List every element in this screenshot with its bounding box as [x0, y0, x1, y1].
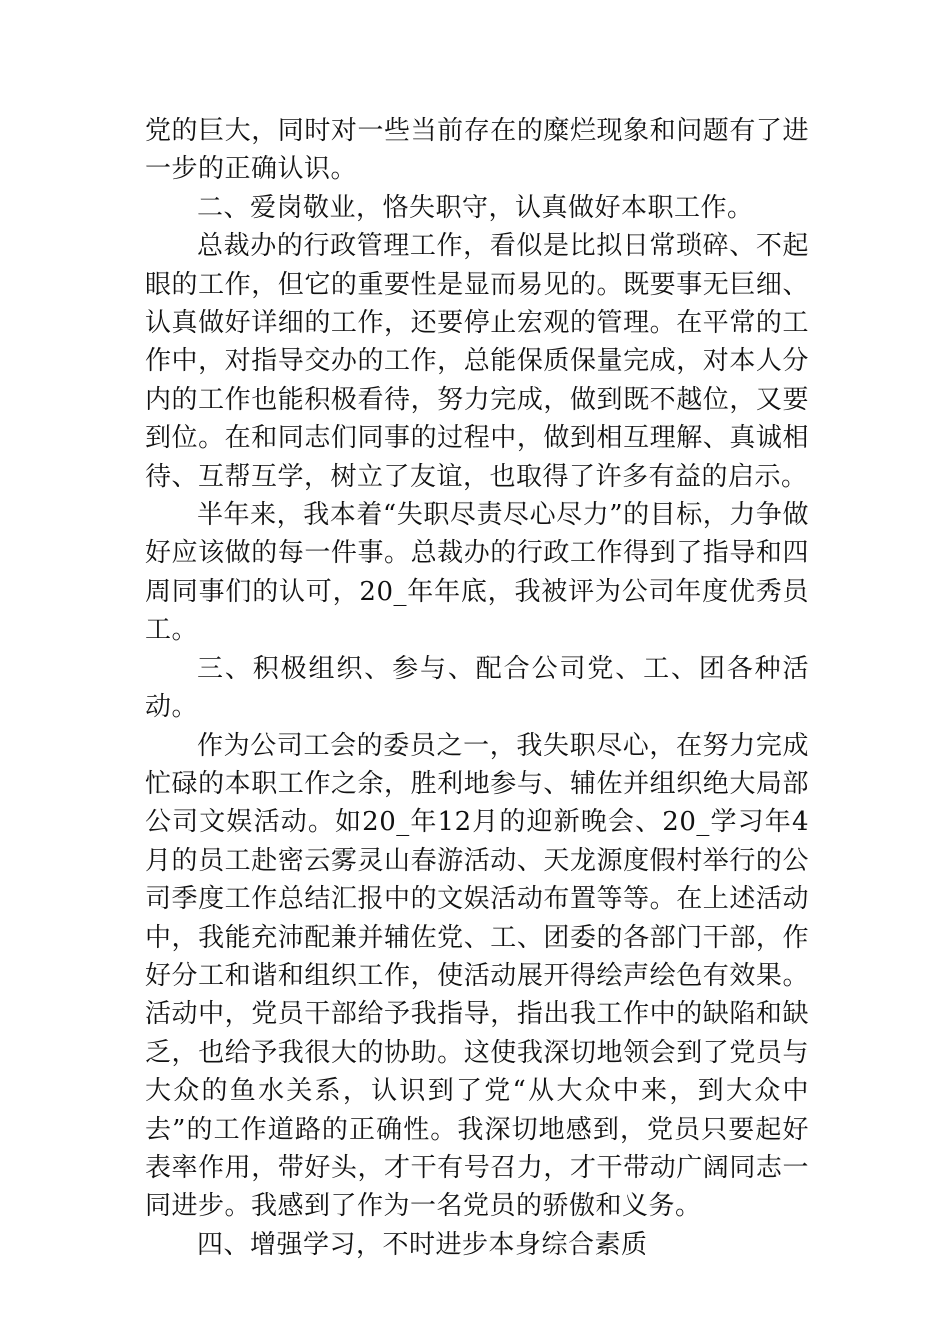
section-heading-2: 二、爱岗敬业，恪失职守，认真做好本职工作。: [197, 192, 754, 223]
section-heading-4: 四、增强学习，不时进步本身综合素质: [197, 1229, 648, 1260]
section-heading-3: 三、积极组织、参与、配合公司党、工、团各种活动。: [145, 653, 809, 723]
paragraph-continuation: 党的巨大，同时对一些当前存在的糜烂现象和问题有了进一步的正确认识。: [145, 116, 809, 185]
paragraph: 总裁办的行政管理工作，看似是比拟日常琐碎、不起眼的工作，但它的重要性是显而易见的。既要事无巨细、认真做好详细的工作，还要停止宏观的管理。在平常的工作中，对指导交办的工作，总能保质保量完成，对本人分内的工作也能积极看待，努力完成，做到既不越位，又要到位。在和同志们同事的过程中，做到相互理解、真诚相待、互帮互学，树立了友谊，也取得了许多有益的启示。: [145, 231, 809, 492]
paragraph: 作为公司工会的委员之一，我失职尽心，在努力完成忙碌的本职工作之余，胜利地参与、辅佐并组织绝大局部公司文娱活动。如20_年12月的迎新晚会、20_学习年4月的员工赴密云雾灵山春游活动、天龙源度假村举行的公司季度工作总结汇报中的文娱活动布置等等。在上述活动中，我能充沛配兼并辅佐党、工、团委的各部门干部，作好分工和谐和组织工作，使活动展开得绘声绘色有效果。活动中，党员干部给予我指导，指出我工作中的缺陷和缺乏，也给予我很大的协助。这使我深切地领会到了党员与大众的鱼水关系，认识到了党“从大众中来，到大众中去”的工作道路的正确性。我深切地感到，党员只要起好表率作用，带好头，才干有号召力，才干带动广阔同志一同进步。我感到了作为一名党员的骄傲和义务。: [145, 730, 809, 1222]
paragraph: 半年来，我本着“失职尽责尽心尽力”的目标，力争做好应该做的每一件事。总裁办的行政工作得到了指导和四周同事们的认可，20_年年底，我被评为公司年度优秀员工。: [145, 500, 809, 646]
document-body: [145, 112, 809, 1264]
